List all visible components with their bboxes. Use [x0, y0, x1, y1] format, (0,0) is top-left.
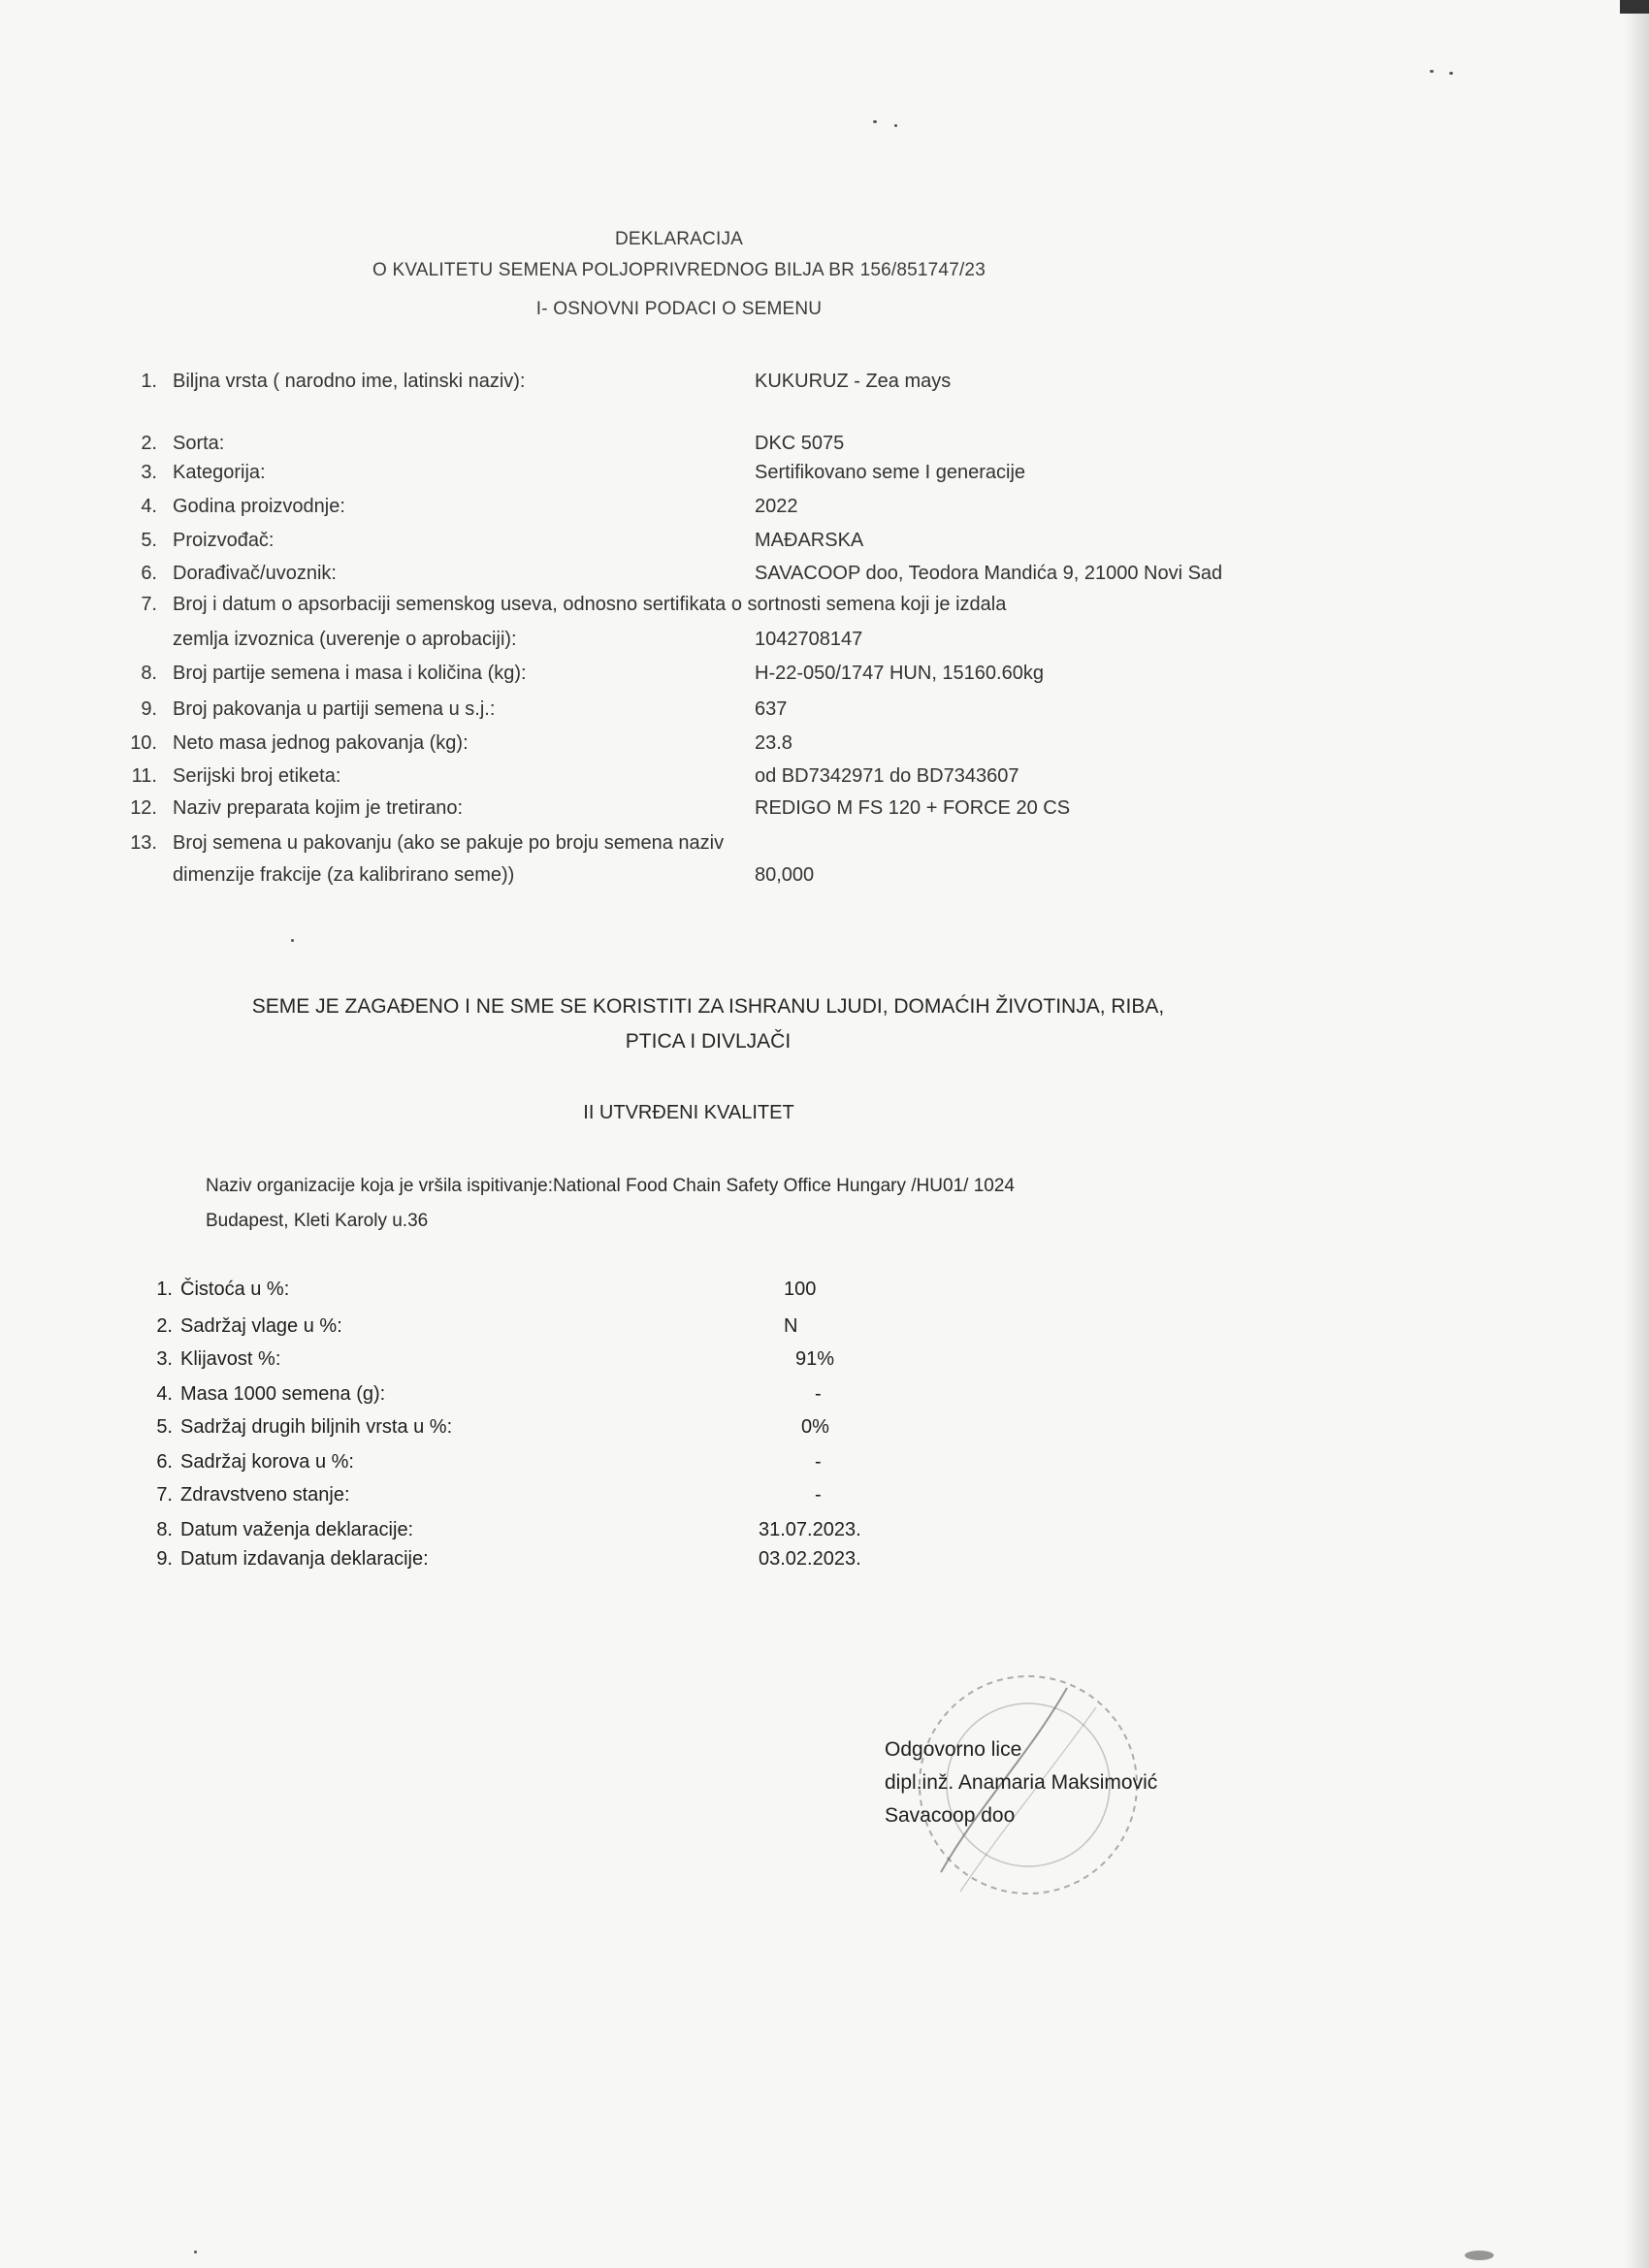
row-value: 637 — [755, 698, 788, 720]
row-number: 9. — [156, 1548, 173, 1570]
scan-speck — [194, 2251, 197, 2253]
row-number: 4. — [156, 1383, 173, 1405]
scan-corner-mark — [1620, 0, 1649, 14]
row-value: - — [815, 1484, 822, 1506]
row-label: Serijski broj etiketa: — [173, 765, 341, 787]
row-value: REDIGO M FS 120 + FORCE 20 CS — [755, 797, 1071, 819]
row-number: 5. — [156, 1416, 173, 1438]
row-value: 23.8 — [755, 732, 792, 754]
row-label: Sorta: — [173, 433, 225, 454]
row-value: od BD7342971 do BD7343607 — [755, 765, 1019, 787]
signature-line-2: dipl.inž. Anamaria Maksimović — [885, 1771, 1158, 1794]
row-number: 11. — [131, 765, 157, 787]
row-value: Sertifikovano seme I generacije — [755, 462, 1026, 483]
row-label: Broj pakovanja u partiji semena u s.j.: — [173, 698, 496, 720]
row-label: Sadržaj korova u %: — [180, 1451, 354, 1473]
row-label: Godina proizvodnje: — [173, 496, 345, 517]
row-value: - — [815, 1383, 822, 1405]
row-label: Broj semena u pakovanju (ako se pakuje po broju semena naziv — [173, 832, 725, 854]
row-label: Naziv preparata kojim je tretirano: — [173, 797, 464, 819]
row-number: 8. — [156, 1519, 173, 1540]
warning-line-1: SEME JE ZAGAĐENO I NE SME SE KORISTITI ZA ISHRANU LJUDI, DOMAĆIH ŽIVOTINJA, RIBA, — [251, 995, 1165, 1018]
row-label: Datum važenja deklaracije: — [180, 1519, 414, 1540]
row-label-continued: zemlja izvoznica (uverenje o aprobaciji): — [173, 629, 517, 650]
row-number: 8. — [141, 663, 157, 684]
row-value: 2022 — [755, 496, 798, 517]
row-number: 3. — [156, 1348, 173, 1370]
row-label: Klijavost %: — [180, 1348, 281, 1370]
row-label: Zdravstveno stanje: — [180, 1484, 350, 1506]
row-number: 2. — [156, 1315, 173, 1337]
row-value: 31.07.2023. — [759, 1519, 861, 1540]
row-value: 91% — [795, 1348, 835, 1370]
row-label: Kategorija: — [173, 462, 266, 483]
row-value: 100 — [784, 1279, 817, 1300]
signature-line-1: Odgovorno lice — [885, 1738, 1022, 1761]
row-number: 9. — [141, 698, 157, 720]
row-value: 1042708147 — [755, 629, 863, 650]
row-number: 7. — [141, 594, 157, 615]
row-label: Sadržaj vlage u %: — [180, 1315, 342, 1337]
row-label: Biljna vrsta ( narodno ime, latinski naziv): — [173, 371, 526, 392]
document-subtitle: O KVALITETU SEMENA POLJOPRIVREDNOG BILJA BR 156/851747/23 — [372, 260, 986, 280]
row-number: 13. — [130, 832, 157, 854]
warning-line-2: PTICA I DIVLJAČI — [625, 1030, 792, 1053]
signature-line-3: Savacoop doo — [885, 1804, 1016, 1827]
row-number: 10. — [130, 732, 157, 754]
row-number: 4. — [141, 496, 157, 517]
section-1-heading: I- OSNOVNI PODACI O SEMENU — [535, 299, 823, 319]
row-number: 5. — [141, 530, 157, 551]
scan-speck — [1449, 72, 1453, 75]
row-label: Broj i datum o apsorbaciji semenskog useva, odnosno sertifikata o sortnosti semena koji je izdala — [173, 594, 1007, 615]
row-value: SAVACOOP doo, Teodora Mandića 9, 21000 Novi Sad — [755, 563, 1223, 584]
scan-speck — [1465, 2251, 1494, 2260]
row-label: Masa 1000 semena (g): — [180, 1383, 386, 1405]
row-value: - — [815, 1451, 822, 1473]
document-title: DEKLARACIJA — [614, 229, 744, 249]
row-number: 12. — [130, 797, 157, 819]
row-label: Broj partije semena i masa i količina (kg): — [173, 663, 527, 684]
row-label: Dorađivač/uvoznik: — [173, 563, 337, 584]
row-value: 03.02.2023. — [759, 1548, 861, 1570]
row-value: KUKURUZ - Zea mays — [755, 371, 952, 392]
row-value: N — [784, 1315, 798, 1337]
row-number: 2. — [141, 433, 157, 454]
scan-speck — [291, 939, 294, 942]
row-label: Sadržaj drugih biljnih vrsta u %: — [180, 1416, 453, 1438]
row-label-continued: dimenzije frakcije (za kalibrirano seme)) — [173, 864, 515, 886]
organization-line-1: Naziv organizacije koja je vršila ispitivanje:National Food Chain Safety Office Hungary /HU01/ 1024 — [206, 1176, 1015, 1196]
row-number: 1. — [141, 371, 157, 392]
row-number: 3. — [141, 462, 157, 483]
row-value: DKC 5075 — [755, 433, 845, 454]
organization-line-2: Budapest, Kleti Karoly u.36 — [206, 1211, 429, 1231]
row-value: H-22-050/1747 HUN, 15160.60kg — [755, 663, 1044, 684]
row-value: 80,000 — [755, 864, 815, 886]
section-2-heading: II UTVRĐENI KVALITET — [583, 1102, 794, 1123]
scan-speck — [894, 124, 897, 127]
row-label: Datum izdavanja deklaracije: — [180, 1548, 429, 1570]
row-label: Neto masa jednog pakovanja (kg): — [173, 732, 469, 754]
row-number: 1. — [156, 1279, 173, 1300]
row-number: 6. — [141, 563, 157, 584]
row-value: MAĐARSKA — [755, 530, 864, 551]
scan-edge-shadow — [1624, 0, 1649, 2268]
row-label: Proizvođač: — [173, 530, 275, 551]
row-number: 6. — [156, 1451, 173, 1473]
row-number: 7. — [156, 1484, 173, 1506]
row-value: 0% — [801, 1416, 829, 1438]
scan-speck — [1430, 70, 1434, 73]
scan-speck — [873, 120, 877, 123]
row-label: Čistoća u %: — [180, 1279, 290, 1300]
